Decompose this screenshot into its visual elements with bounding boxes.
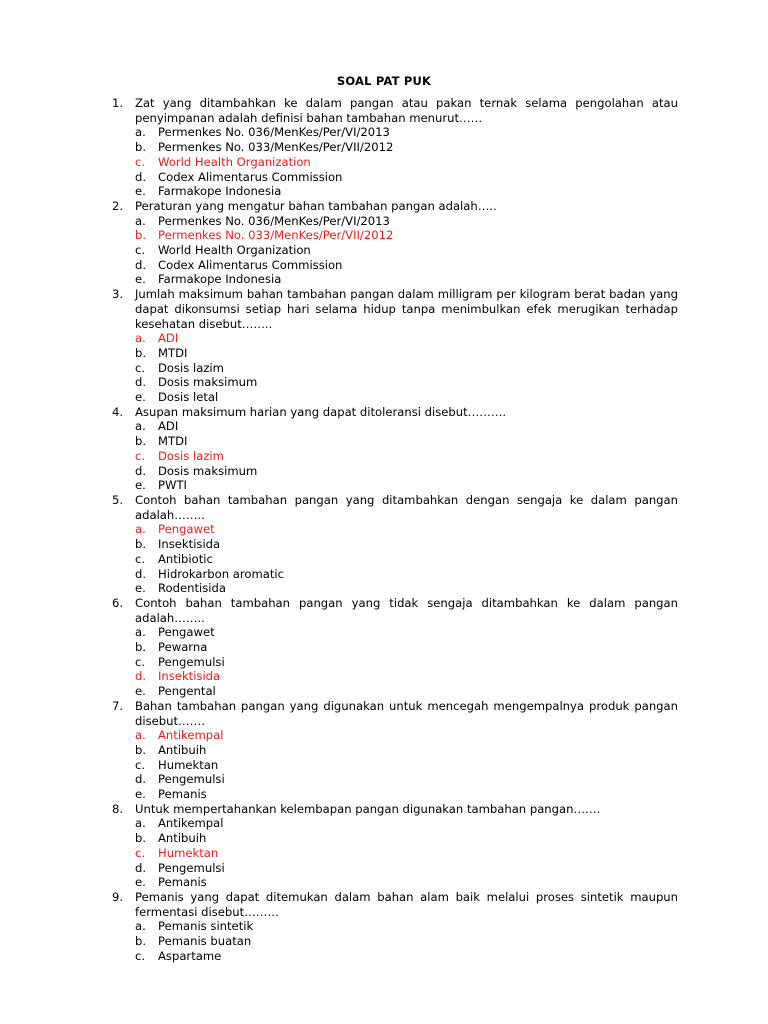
question-text: Contoh bahan tambahan pangan yang ditambahkan dengan sengaja ke dalam pangan adalah…….. — [135, 492, 678, 522]
option-text: Pemanis — [158, 787, 207, 802]
answer-option — [112, 537, 678, 552]
question-item — [112, 699, 678, 802]
question-number: 3. — [112, 287, 124, 302]
option-text: Dosis maksimum — [158, 375, 258, 390]
option-letter: d. — [135, 566, 147, 581]
question-text: Peraturan yang mengatur bahan tambahan pangan adalah….. — [135, 198, 497, 213]
answer-option — [112, 567, 678, 582]
question-item — [112, 802, 678, 890]
answer-option — [112, 478, 678, 493]
question-text: Contoh bahan tambahan pangan yang tidak sengaja ditambahkan ke dalam pangan adalah…….. — [135, 595, 678, 625]
option-letter: e. — [135, 390, 146, 405]
option-text: Antikempal — [158, 728, 224, 743]
option-text: PWTI — [158, 478, 187, 493]
answer-option-correct — [112, 331, 678, 346]
question-list — [112, 96, 678, 963]
answer-option — [112, 258, 678, 273]
option-letter: c. — [135, 154, 146, 169]
option-text: Antibuih — [158, 742, 207, 757]
answer-option — [112, 581, 678, 596]
option-text: Pewarna — [158, 640, 208, 655]
answer-option — [112, 346, 678, 361]
answer-option — [112, 214, 678, 229]
option-letter: c. — [135, 360, 146, 375]
answer-option — [112, 434, 678, 449]
option-text: ADI — [158, 331, 179, 346]
option-text: Pengental — [158, 684, 216, 699]
option-text: Farmakope Indonesia — [158, 184, 282, 199]
question-row — [112, 287, 678, 331]
question-text: Untuk mempertahankan kelembapan pangan digunakan tambahan pangan……. — [135, 801, 601, 816]
question-text: Zat yang ditambahkan ke dalam pangan atau pakan ternak selama pengolahan atau penyimpanan adalah definisi bahan tambahan menurut…… — [135, 96, 678, 125]
option-letter: a. — [135, 331, 146, 346]
question-text: Asupan maksimum harian yang dapat ditoleransi disebut………. — [135, 404, 507, 419]
option-letter: c. — [135, 757, 146, 772]
question-text: Bahan tambahan pangan yang digunakan untuk mencegah mengempalnya produk pangan disebut……. — [135, 698, 678, 728]
option-letter: c. — [135, 448, 146, 463]
question-text: Jumlah maksimum bahan tambahan pangan dalam milligram per kilogram berat badan yang dapat dikonsumsi setiap hari selama hidup tanpa menimbulkan efek merugikan terhadap kesehatan disebut…….. — [135, 287, 678, 331]
answer-option — [112, 140, 678, 155]
question-number: 8. — [112, 801, 124, 816]
answer-option — [112, 184, 678, 199]
question-row — [112, 405, 678, 420]
answer-option — [112, 125, 678, 140]
option-text: Permenkes No. 033/MenKes/Per/VII/2012 — [158, 228, 394, 243]
question-number: 9. — [112, 889, 124, 904]
option-letter: d. — [135, 669, 147, 684]
option-letter: d. — [135, 772, 147, 787]
option-letter: a. — [135, 816, 146, 831]
answer-option-correct — [112, 228, 678, 243]
answer-option — [112, 875, 678, 890]
question-number: 1. — [112, 96, 124, 110]
option-text: Insektisida — [158, 537, 221, 552]
option-text: Permenkes No. 036/MenKes/Per/VI/2013 — [158, 213, 390, 228]
option-letter: a. — [135, 522, 146, 537]
question-row — [112, 802, 678, 817]
answer-option — [112, 684, 678, 699]
answer-option — [112, 272, 678, 287]
answer-option — [112, 390, 678, 405]
option-text: Pemanis sintetik — [158, 919, 254, 934]
option-text: Pengemulsi — [158, 654, 225, 669]
option-letter: e. — [135, 581, 146, 596]
answer-option — [112, 243, 678, 258]
option-letter: b. — [135, 934, 147, 949]
option-text: Aspartame — [158, 948, 222, 963]
option-letter: d. — [135, 375, 147, 390]
option-letter: a. — [135, 728, 146, 743]
option-text: Codex Alimentarus Commission — [158, 169, 343, 184]
option-letter: e. — [135, 684, 146, 699]
option-text: Hidrokarbon aromatic — [158, 566, 285, 581]
option-text: Humektan — [158, 757, 219, 772]
option-letter: d. — [135, 257, 147, 272]
option-letter: b. — [135, 345, 147, 360]
question-item — [112, 405, 678, 493]
answer-option — [112, 919, 678, 934]
option-letter: c. — [135, 948, 146, 963]
question-row — [112, 890, 678, 919]
option-text: Pengemulsi — [158, 772, 225, 787]
answer-option — [112, 625, 678, 640]
answer-option — [112, 361, 678, 376]
answer-option — [112, 419, 678, 434]
option-text: Pengawet — [158, 522, 215, 537]
question-item — [112, 96, 678, 199]
option-text: Antikempal — [158, 816, 224, 831]
question-number: 5. — [112, 492, 124, 507]
answer-option — [112, 772, 678, 787]
option-text: Pemanis — [158, 875, 207, 890]
option-text: Permenkes No. 036/MenKes/Per/VI/2013 — [158, 125, 390, 140]
question-item — [112, 287, 678, 405]
option-text: Dosis letal — [158, 390, 219, 405]
option-letter: b. — [135, 831, 147, 846]
answer-option — [112, 170, 678, 185]
option-letter: d. — [135, 463, 147, 478]
question-row — [112, 699, 678, 728]
option-text: Pengemulsi — [158, 860, 225, 875]
question-number: 4. — [112, 404, 124, 419]
question-row — [112, 493, 678, 522]
question-number: 7. — [112, 698, 124, 713]
option-letter: c. — [135, 654, 146, 669]
answer-option — [112, 464, 678, 479]
option-letter: b. — [135, 537, 147, 552]
option-letter: e. — [135, 272, 146, 287]
answer-option — [112, 934, 678, 949]
option-letter: e. — [135, 875, 146, 890]
answer-option — [112, 552, 678, 567]
option-letter: a. — [135, 625, 146, 640]
question-item — [112, 199, 678, 287]
answer-option — [112, 831, 678, 846]
option-letter: a. — [135, 125, 146, 140]
answer-option-correct — [112, 846, 678, 861]
option-text: Insektisida — [158, 669, 221, 684]
question-item — [112, 493, 678, 596]
question-row — [112, 596, 678, 625]
page-title: SOAL PAT PUK — [336, 74, 432, 88]
question-number: 6. — [112, 595, 124, 610]
answer-option — [112, 949, 678, 964]
option-letter: d. — [135, 169, 147, 184]
option-text: Rodentisida — [158, 581, 226, 596]
option-letter: e. — [135, 184, 146, 199]
option-text: Permenkes No. 033/MenKes/Per/VII/2012 — [158, 140, 394, 155]
option-letter: c. — [135, 845, 146, 860]
option-text: ADI — [158, 419, 179, 434]
option-letter: c. — [135, 243, 146, 258]
option-text: Codex Alimentarus Commission — [158, 257, 343, 272]
option-letter: e. — [135, 787, 146, 802]
option-letter: a. — [135, 419, 146, 434]
answer-option-correct — [112, 449, 678, 464]
option-text: Dosis lazim — [158, 448, 224, 463]
answer-option-correct — [112, 728, 678, 743]
answer-option — [112, 758, 678, 773]
option-text: Pengawet — [158, 625, 215, 640]
option-letter: a. — [135, 213, 146, 228]
answer-option — [112, 655, 678, 670]
question-item — [112, 890, 678, 964]
option-text: Antibiotic — [158, 551, 213, 566]
option-letter: b. — [135, 228, 147, 243]
option-text: Pemanis buatan — [158, 934, 252, 949]
option-text: World Health Organization — [158, 243, 311, 258]
answer-option-correct — [112, 522, 678, 537]
answer-option-correct — [112, 155, 678, 170]
answer-option — [112, 640, 678, 655]
question-item — [112, 596, 678, 699]
option-letter: c. — [135, 551, 146, 566]
option-letter: b. — [135, 640, 147, 655]
option-letter: a. — [135, 919, 146, 934]
answer-option — [112, 787, 678, 802]
question-row — [112, 96, 678, 125]
option-text: Farmakope Indonesia — [158, 272, 282, 287]
option-letter: b. — [135, 742, 147, 757]
option-text: Humektan — [158, 845, 219, 860]
option-letter: e. — [135, 478, 146, 493]
option-text: MTDI — [158, 345, 188, 360]
option-text: Antibuih — [158, 831, 207, 846]
option-letter: d. — [135, 860, 147, 875]
option-text: MTDI — [158, 434, 188, 449]
answer-option-correct — [112, 669, 678, 684]
question-text: Pemanis yang dapat ditemukan dalam bahan alam baik melalui proses sintetik maupun fermentasi disebut……… — [135, 889, 678, 919]
answer-option — [112, 375, 678, 390]
option-letter: b. — [135, 434, 147, 449]
answer-option — [112, 861, 678, 876]
option-text: Dosis lazim — [158, 360, 224, 375]
question-row — [112, 199, 678, 214]
option-text: World Health Organization — [158, 154, 311, 169]
answer-option — [112, 816, 678, 831]
option-text: Dosis maksimum — [158, 463, 258, 478]
answer-option — [112, 743, 678, 758]
question-number: 2. — [112, 198, 124, 213]
option-letter: b. — [135, 140, 147, 155]
